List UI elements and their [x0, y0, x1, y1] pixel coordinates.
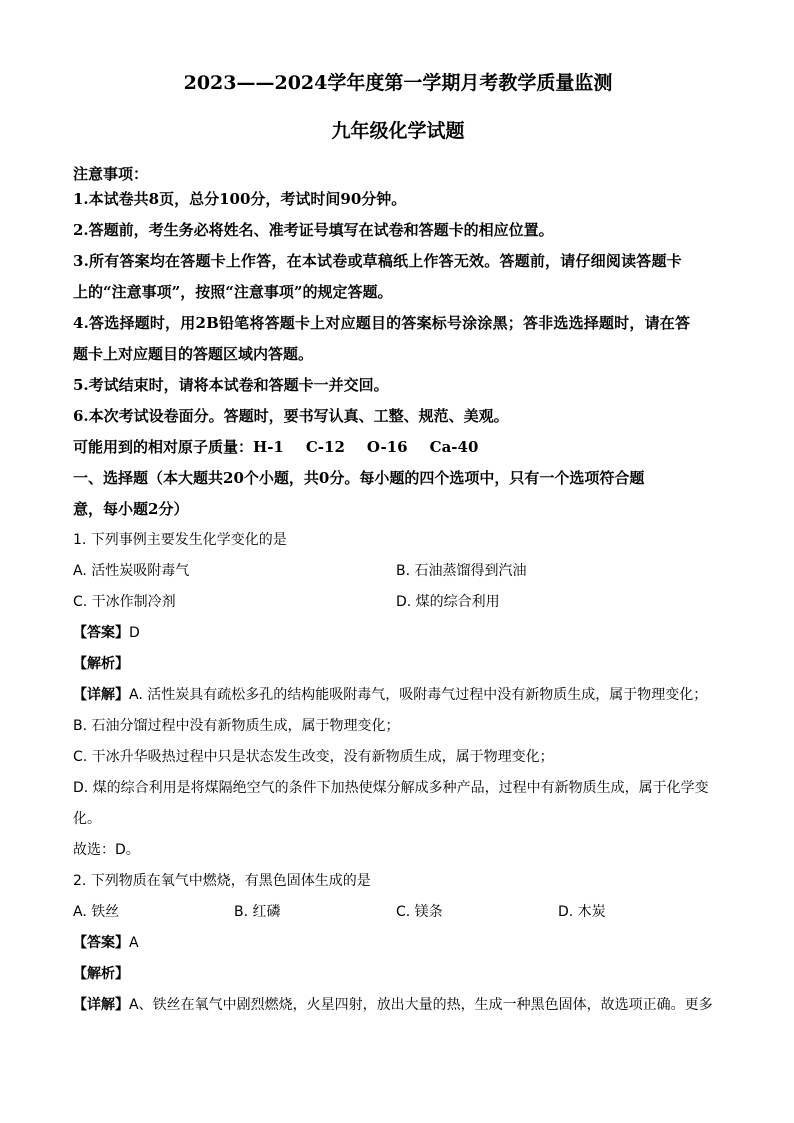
exam-subtitle: 九年级化学试题	[331, 120, 465, 142]
section-heading-cont: 意，每小题2分）	[73, 500, 189, 518]
question-1-stem: 1. 下列事例主要发生化学变化的是	[73, 532, 287, 548]
analysis-tag: 【解析】	[73, 656, 129, 672]
question-1-conclusion: 故选：D。	[73, 842, 140, 858]
atomic-mass-label: 可能用到的相对原子质量：	[73, 438, 254, 456]
notice-item: 6.本次考试设卷面分。答题时，要书写认真、工整、规范、美观。	[73, 407, 509, 425]
answer-value: D	[129, 625, 140, 641]
question-1-detail-line: C. 干冰升华吸热过程中只是状态发生改变，没有新物质生成，属于物理变化；	[73, 749, 554, 765]
question-1-analysis	[73, 649, 723, 680]
question-1-detail-line: B. 石油分馏过程中没有新物质生成，属于物理变化；	[73, 718, 400, 734]
detail-tag: 【详解】	[73, 687, 129, 703]
question-2-options	[73, 897, 723, 928]
notice-item: 2.答题前，考生务必将姓名、准考证号填写在试卷和答题卡的相应位置。	[73, 221, 554, 239]
answer-value: A	[129, 935, 139, 951]
question-1-answer	[73, 618, 723, 649]
analysis-tag: 【解析】	[73, 966, 129, 982]
option-d: D. 木炭	[558, 904, 606, 920]
notice-item: 1.本试卷共8页，总分100分，考试时间90分钟。	[73, 190, 407, 208]
question-2-stem: 2. 下列物质在氧气中燃烧，有黑色固体生成的是	[73, 873, 371, 889]
atomic-mass-h: H-1	[253, 438, 284, 456]
notice-item: 题卡上对应题目的答题区域内答题。	[73, 345, 314, 363]
atomic-mass-ca: Ca-40	[429, 438, 479, 456]
detail-text: A. 活性炭具有疏松多孔的结构能吸附毒气，吸附毒气过程中没有新物质生成，属于物理变化；	[129, 687, 708, 703]
detail-text: A、铁丝在氧气中剧烈燃烧，火星四射，放出大量的热，生成一种黑色固体，故选项正确。更多	[129, 997, 713, 1013]
atomic-mass-c: C-12	[305, 438, 345, 456]
question-2-detail-line	[73, 990, 723, 1021]
notice-item: 上的“注意事项”，按照“注意事项”的规定答题。	[73, 283, 393, 301]
question-1-options	[73, 556, 723, 618]
question-1-detail-line: 化。	[73, 811, 101, 827]
option-a: A. 活性炭吸附毒气	[73, 563, 190, 579]
option-d: D. 煤的综合利用	[396, 594, 500, 610]
option-b: B. 红磷	[234, 904, 281, 920]
exam-title: 2023——2024学年度第一学期月考教学质量监测	[183, 72, 613, 94]
notice-item: 4.答选择题时，用2B铅笔将答题卡上对应题目的答案标号涂涂黑；答非选选择题时，请在答	[73, 314, 691, 332]
answer-tag: 【答案】	[73, 625, 129, 641]
detail-tag: 【详解】	[73, 997, 129, 1013]
question-1-detail-line	[73, 680, 723, 711]
question-2-answer	[73, 928, 723, 959]
option-c: C. 镁条	[396, 904, 443, 920]
question-2-analysis	[73, 959, 723, 990]
question-1-detail-line: D. 煤的综合利用是将煤隔绝空气的条件下加热使煤分解成多种产品，过程中有新物质生成，属于化学变	[73, 780, 709, 796]
section-heading: 一、选择题（本大题共20个小题，共0分。每小题的四个选项中，只有一个选项符合题	[73, 469, 645, 487]
notice-heading: 注意事项：	[73, 165, 149, 183]
atomic-mass-line	[73, 432, 723, 463]
atomic-mass-o: O-16	[366, 438, 408, 456]
option-a: A. 铁丝	[73, 904, 120, 920]
exam-page	[73, 68, 723, 1021]
answer-tag: 【答案】	[73, 935, 129, 951]
option-c: C. 干冰作制冷剂	[73, 594, 176, 610]
option-b: B. 石油蒸馏得到汽油	[396, 563, 527, 579]
notice-item: 5.考试结束时，请将本试卷和答题卡一并交回。	[73, 376, 389, 394]
notice-item: 3.所有答案均在答题卡上作答，在本试卷或草稿纸上作答无效。答题前，请仔细阅读答题卡	[73, 252, 682, 270]
